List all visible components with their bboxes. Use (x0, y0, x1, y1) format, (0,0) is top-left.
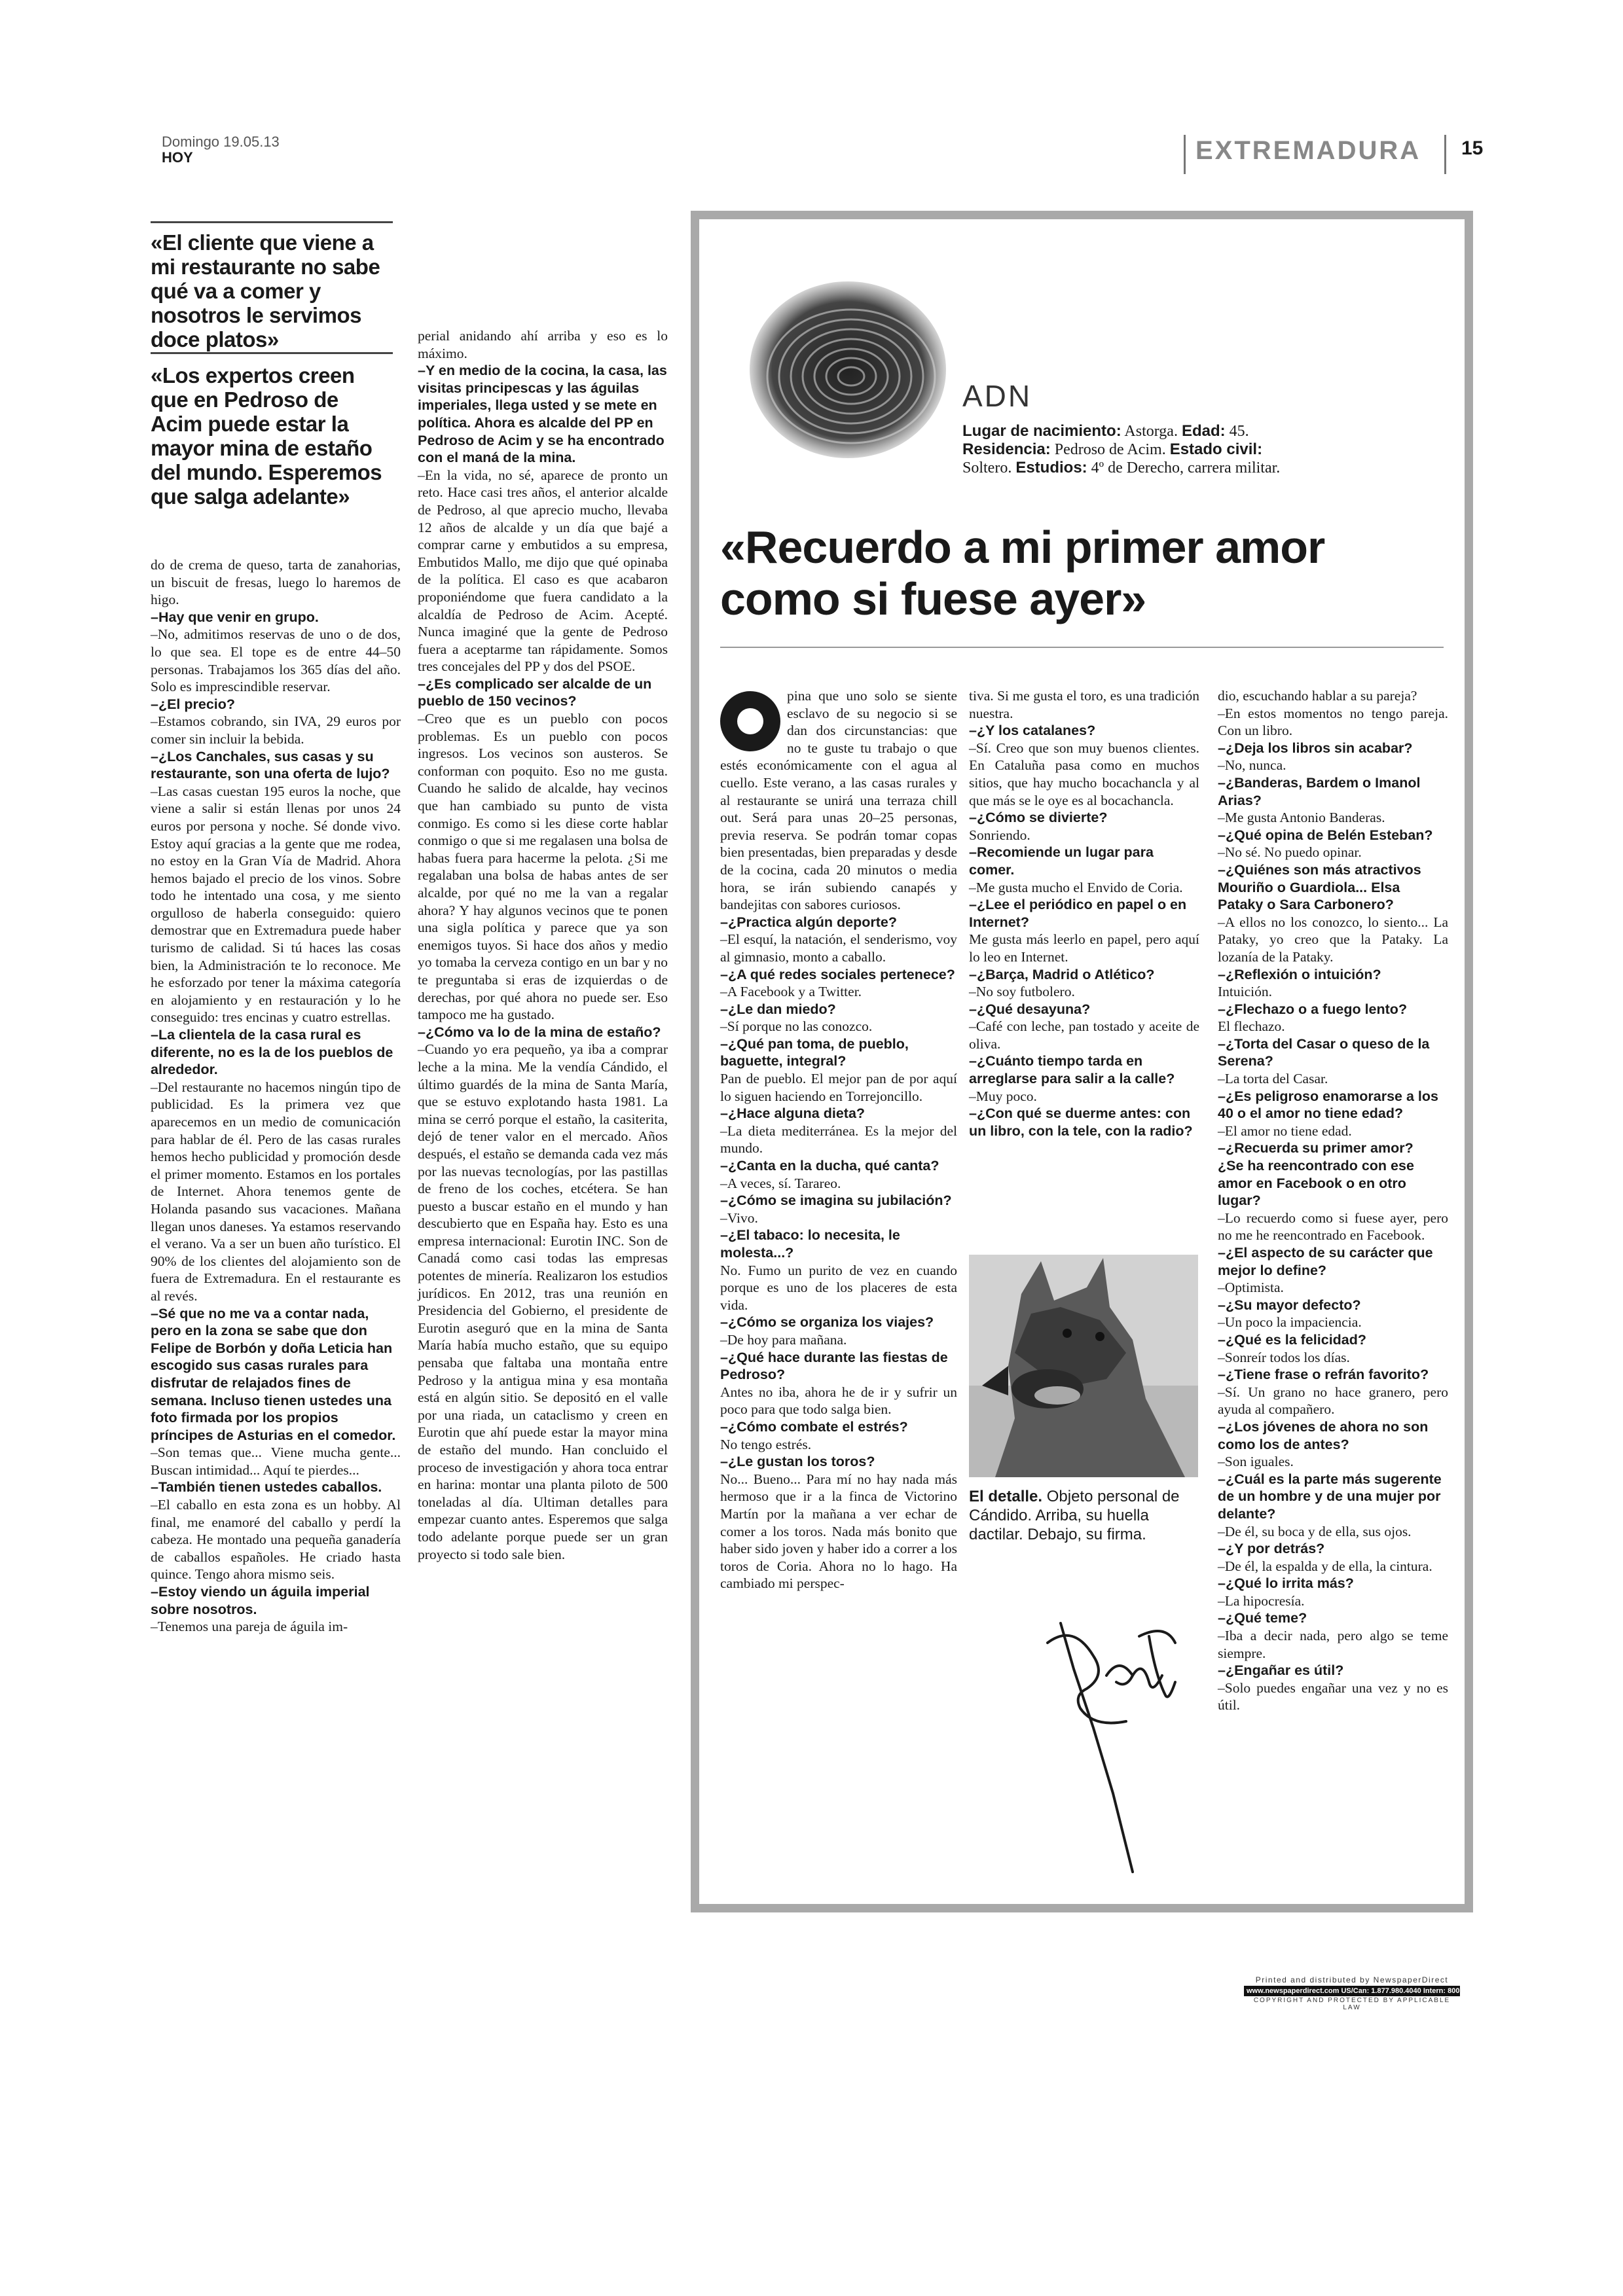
interview-question: –¿Cómo se divierte? (969, 810, 1108, 826)
interview-answer: Sonriendo. (969, 827, 1030, 843)
header-divider-2 (1444, 135, 1446, 174)
interview-question: –¿Qué opina de Belén Esteban? (1218, 827, 1433, 843)
interview-question: –¿Flechazo o a fuego lento? (1218, 1001, 1408, 1017)
footer-distributor: Printed and distributed by NewspaperDirect (1255, 1975, 1449, 1984)
interview-answer: –Vivo. (720, 1210, 758, 1226)
dog-photo (969, 1255, 1198, 1477)
interview-question: –¿Torta del Casar o queso de la Serena? (1218, 1035, 1430, 1069)
pullquote-rule (151, 352, 393, 354)
interview-column-3 (1218, 687, 1448, 1714)
interview-question: –¿Recuerda su primer amor? (1218, 1140, 1413, 1157)
interview-answer: –Son temas que... Viene mucha gente... Buscan intimidad... Aquí te pierdes... (151, 1444, 401, 1478)
pull-quote-2: «Los expertos creen que en Pedroso de Acim puede estar la mayor mina de estaño del mundo. Esperemos que salga adelante» (151, 363, 382, 509)
value-studies: 4º de Derecho, carrera militar. (1091, 459, 1281, 476)
interview-answer: –Iba a decir nada, pero algo se teme siempre. (1218, 1628, 1448, 1661)
interview-question: –¿Es complicado ser alcalde de un pueblo de 150 vecinos? (418, 675, 652, 709)
interview-answer: perial anidando ahí arriba y eso es lo máximo. (418, 328, 668, 361)
interview-answer: Intuición. (1218, 984, 1272, 1000)
interview-question: –¿Los Canchales, sus casas y su restaurante, son una oferta de lujo? (151, 748, 390, 782)
interview-question: –¿Su mayor defecto? (1218, 1297, 1361, 1313)
interview-answer: –Lo recuerdo como si fuese ayer, pero no me he reencontrado en Facebook. (1218, 1210, 1448, 1244)
interview-answer: –En la vida, no sé, aparece de pronto un reto. Hace casi tres años, el anterior alcalde de Pedroso, al que aprecio mucho, llevaba 12 años de alcalde y un día que bajé a comprar carne y embutidos a su empresa, Embutidos Mallo, me dijo que qué opinaba de la política. El caso es que acabaron proponiéndome que fuera candidato a la alcaldía de Pedroso de Acim. Acepté. Nunca imaginé que la gente de Pedroso fuera a aceptarme tan rápidamente. Somos tres concejales del PP y dos del PSOE. (418, 467, 668, 675)
interview-answer: No... Bueno... Para mí no hay nada más hermoso que ir a la finca de Victorino Martín por la mañana a ver echar de comer a los toros. Nada más bonito que haber sido joven y haber ido a correr a los toros de Coria. Ahora no lo hago. Ha cambiado mi perspec- (720, 1471, 957, 1592)
interview-answer: –El caballo en esta zona es un hobby. Al final, me enamoré del caballo y perdí la cabeza. He montado una pequeña ganadería de caballos españoles. He criado hasta quince. Tengo ahora mismo seis. (151, 1497, 401, 1583)
interview-question: –¿Cómo se organiza los viajes? (720, 1314, 934, 1331)
interview-answer: –Del restaurante no hacemos ningún tipo de publicidad. Es la primera vez que aparecemos en un medio de comunicación para hablar de él. Pero de las casas rurales hemos hecho publicidad y promoción desde el primer momento. Estamos en los portales de Internet. Ahora tenemos gente de Holanda pasando sus vacaciones. Mañana llegan unos daneses. Ya estamos reservando el verano. Va a ser un buen año turístico. El 90% de los clientes del alojamiento son de fuera de Extremadura. En el restaurante es al revés. (151, 1079, 401, 1304)
interview-answer: –Optimista. (1218, 1280, 1284, 1296)
interview-answer: –Son iguales. (1218, 1454, 1294, 1470)
interview-question: –¿Deja los libros sin acabar? (1218, 740, 1413, 756)
interview-question: –¿Y por detrás? (1218, 1541, 1325, 1557)
handwritten-signature (1034, 1597, 1178, 1878)
interview-answer: –No sé. No puedo opinar. (1218, 844, 1362, 861)
article-column-2 (418, 327, 668, 1563)
interview-question: –¿Tiene frase o refrán favorito? (1218, 1367, 1429, 1383)
interview-question: –¿Y los catalanes? (969, 723, 1096, 739)
interview-question: –¿Qué hace durante las fiestas de Pedroso? (720, 1349, 948, 1383)
headline-rule (720, 647, 1444, 648)
interview-answer: –El amor no tiene edad. (1218, 1122, 1352, 1139)
interview-question: –¿Qué desayuna? (969, 1001, 1091, 1017)
interview-answer: Antes no iba, ahora he de ir y sufrir un poco para que todo salga bien. (720, 1384, 957, 1418)
interview-answer: –Las casas cuestan 195 euros la noche, que viene a salir si están llenas por unos 24 euros por persona y noche. Sé donde vivo. Estoy aquí gracias a la gente que me rodea, no estoy en la Gran Vía de Madrid. Ahora hemos bajado el precio de los vinos. Sobre todo he intentado una cosa, y me siento orgulloso de haberla conseguido: quiero demostrar que en Extremadura puede haber turismo de calidad. Si tú haces las cosas bien, la Administración te lo reconoce. Me he esforzado por tener la máxima categoría en alojamiento y en restauración y lo he conseguido: tres encinas y cuatro estrellas. (151, 783, 401, 1026)
label-studies: Estudios: (1015, 459, 1087, 476)
interview-answer: –Sí. Un grano no hace granero, pero ayuda al compañero. (1218, 1384, 1448, 1418)
interview-answer: –Muy poco. (969, 1088, 1037, 1104)
issue-info (162, 134, 280, 166)
interview-question: –¿A qué redes sociales pertenece? (720, 966, 955, 982)
interview-question: –¿Cómo va lo de la mina de estaño? (418, 1024, 661, 1040)
interview-answer: –Cuando yo era pequeño, ya iba a comprar leche a la mina. Me la vendía Cándido, el último guardés de la mina de Santa María, que se estuvo explotando hasta 1981. La mina se cerró porque el estaño, la casiterita, dejó de tener valor en el mercado. Años después, el estaño se demanda cada vez más por las nuevas tecnologías, por las pastillas de freno de los coches, etcétera. Se han puesto a buscar estaño en el mundo y han descubierto que en España hay. Esto es una empresa internacional: Eurotin INC. Son de Canadá como casi todas las empresas potentes de minería. Realizaron los estudios jurídicos. En 2012, tras una reunión en Presidencia del Gobierno, el presidente de Eurotin aseguró que en la mina de Santa María había mucho estaño, que su equipo pensaba que faltaba una montaña entre Pedroso y la antigua mina y esa montaña está en algún sitio. Se depositó en el valle por una riada, un cataclismo y creen en Eurotin que ahí puede estar la mayor mina de estaño del mundo. Han concluido el proceso de investigación y ahora toca entrar en harina: montar una planta piloto de 500 toneladas al día. Ultiman detalles para empezar cuanto antes. Esperemos que salga todo adelante porque puede ser un gran proyecto si todo sale bien. (418, 1041, 668, 1562)
interview-answer: –La torta del Casar. (1218, 1071, 1328, 1087)
headline: «Recuerdo a mi primer amor como si fuese ayer» (720, 522, 1325, 624)
interview-answer: –Me gusta Antonio Banderas. (1218, 810, 1385, 826)
interview-question: –Sé que no me va a contar nada, pero en la zona se sabe que don Felipe de Borbón y doña Leticia han escogido sus casas rurales para disfrutar de relajados fines de semana. Incluso tienen ustedes una foto firmada por los propios príncipes de Asturias en el comedor. (151, 1305, 396, 1443)
interview-question: –¿Qué teme? (1218, 1610, 1307, 1626)
signature-image (1034, 1597, 1178, 1878)
interview-answer: –A Facebook y a Twitter. (720, 984, 862, 1000)
interview-answer: No. Fumo un purito de vez en cuando porque es uno de los placeres de esta vida. (720, 1262, 957, 1313)
interview-question: –¿Le dan miedo? (720, 1001, 836, 1017)
interview-question: –También tienen ustedes caballos. (151, 1479, 382, 1496)
label-civil-status: Estado civil: (1169, 440, 1263, 458)
publication-name: HOY (162, 149, 193, 166)
interview-question: ¿Se ha reencontrado con ese amor en Facebook o en otro lugar? (1218, 1158, 1414, 1209)
interview-question: –¿Engañar es útil? (1218, 1662, 1344, 1679)
issue-date: Domingo 19.05.13 (162, 134, 280, 150)
footer-contact: www.newspaperdirect.com US/Can: 1.877.980.4040 Intern: 800.6364.6364 (1244, 1986, 1460, 1996)
interview-question: –¿Cuánto tiempo tarda en arreglarse para salir a la calle? (969, 1053, 1175, 1087)
interview-question: –Hay que venir en grupo. (151, 609, 319, 625)
interview-answer: dio, escuchando hablar a su pareja? (1218, 688, 1417, 704)
adn-title: ADN (962, 379, 1032, 413)
interview-question: –¿Cómo se imagina su jubilación? (720, 1193, 952, 1209)
interview-question: –¿Cuál es la parte más sugerente de un hombre y de una mujer por delante? (1218, 1471, 1442, 1522)
interview-question: –¿Qué es la felicidad? (1218, 1331, 1367, 1348)
interview-question: –¿Practica algún deporte? (720, 914, 898, 930)
label-age: Edad: (1181, 422, 1226, 440)
interview-column-1 (720, 687, 957, 1592)
dropcap-o (720, 691, 780, 751)
interview-answer: –A veces, sí. Tarareo. (720, 1175, 841, 1191)
interview-question: –¿Barça, Madrid o Atlético? (969, 966, 1155, 982)
interview-answer: –Tenemos una pareja de águila im- (151, 1619, 348, 1635)
interview-question: –¿Reflexión o intuición? (1218, 966, 1381, 982)
caption-text: Objeto personal de Cándido. Arriba, su huella dactilar. Debajo, su firma. (969, 1488, 1180, 1543)
interview-question: –¿Qué pan toma, de pueblo, baguette, integral? (720, 1035, 909, 1069)
interview-answer: –Sí porque no las conozco. (720, 1018, 873, 1035)
pull-quote-1: «El cliente que viene a mi restaurante no sabe qué va a comer y nosotros le servimos doce platos» (151, 230, 380, 351)
interview-question: –¿Es peligroso enamorarse a los 40 o el amor no tiene edad? (1218, 1088, 1438, 1122)
interview-answer: –Estamos cobrando, sin IVA, 29 euros por comer sin incluir la bebida. (151, 713, 401, 747)
interview-question: –Recomiende un lugar para comer. (969, 844, 1154, 878)
interview-answer: –No, nunca. (1218, 757, 1286, 774)
section-title: EXTREMADURA (1195, 136, 1421, 165)
interview-question: –La clientela de la casa rural es diferente, no es la de los pueblos de alrededor. (151, 1027, 393, 1078)
interview-question: –¿Lee el periódico en papel o en Internet? (969, 897, 1187, 930)
interview-question: –¿Los jóvenes de ahora no son como los de antes? (1218, 1418, 1429, 1452)
interview-answer: tiva. Si me gusta el toro, es una tradición nuestra. (969, 688, 1199, 721)
interview-question: –¿Quiénes son más atractivos Mouriño o Guardiola... Elsa Pataky o Sara Carbonero? (1218, 861, 1421, 913)
interview-question: –¿Hace alguna dieta? (720, 1105, 866, 1122)
article-column-1 (151, 556, 401, 1636)
header-divider (1184, 135, 1186, 174)
interview-answer: –No soy futbolero. (969, 984, 1075, 1000)
interview-answer: –Un poco la impaciencia. (1218, 1314, 1362, 1331)
photo-caption (969, 1487, 1201, 1544)
interview-question: –¿Qué lo irrita más? (1218, 1575, 1354, 1592)
interview-answer: –El esquí, la natación, el senderismo, voy al gimnasio, monto a caballo. (720, 931, 957, 965)
interview-question: –¿El precio? (151, 696, 236, 712)
interview-answer: –En estos momentos no tengo pareja. Con un libro. (1218, 705, 1448, 739)
caption-label: El detalle. (969, 1488, 1043, 1505)
interview-question: –Estoy viendo un águila imperial sobre nosotros. (151, 1584, 370, 1617)
interview-question: –¿Le gustan los toros? (720, 1454, 875, 1470)
interview-answer: –Café con leche, pan tostado y aceite de oliva. (969, 1018, 1199, 1052)
interview-answer: –A ellos no los conozco, lo siento... La Pataky, yo creo que la Pataky. La lozanía de la Pataky. (1218, 914, 1448, 965)
adn-profile (962, 422, 1355, 477)
value-birthplace: Astorga. (1124, 423, 1178, 440)
interview-qa-list-1 (720, 914, 957, 1592)
value-residence: Pedroso de Acim. (1054, 441, 1166, 458)
interview-column-2 (969, 687, 1199, 1139)
interview-question: –Y en medio de la cocina, la casa, las visitas principescas y las águilas imperiales, llega usted y se mete en política. Ahora es alcalde del PP en Pedroso de Acim y se ha encontrado con el maná de la mina. (418, 363, 667, 466)
interview-answer: –De hoy para mañana. (720, 1331, 847, 1348)
interview-question: –¿Cómo combate el estrés? (720, 1418, 908, 1435)
fingerprint-image (740, 272, 956, 468)
page-number: 15 (1461, 137, 1484, 159)
interview-answer: –Me gusta mucho el Envido de Coria. (969, 879, 1183, 895)
label-residence: Residencia: (962, 440, 1051, 458)
interview-answer: –Sí. Creo que son muy buenos clientes. En Cataluña pasa como en muchos sitios, que hay mucho bocachancla y al que más se le oye es al bocachancla. (969, 740, 1199, 808)
lead-paragraph: pina que uno solo se siente esclavo de su negocio si se dan dos circunstancias: que no te guste tu trabajo o que estés económicamente con el agua al cuello. Este verano, a las casas rurales y al restaurante se unirá una terraza chill out. Será para unas 20–25 personas, previa reserva. Se podrán tomar copas bien presentadas, bien preparadas y desde de la cocina, cada 20 minutos o media hora, se irán subiendo canapés y bandejitas con sabores curiosos. (720, 688, 957, 913)
interview-answer: –De él, su boca y de ella, sus ojos. (1218, 1523, 1412, 1539)
interview-answer: Pan de pueblo. El mejor pan de por aquí lo siguen haciendo en Torrejoncillo. (720, 1071, 957, 1104)
interview-answer: No tengo estrés. (720, 1436, 812, 1452)
interview-answer: –No, admitimos reservas de uno o de dos, lo que sea. El tope es de entre 44–50 personas. Trabajamos los 365 días del año. Solo es imprescindible reservar. (151, 626, 401, 695)
pullquote-rule (151, 221, 393, 223)
distribution-footer (1244, 1975, 1496, 2011)
interview-answer: –La hipocresía. (1218, 1592, 1305, 1609)
footer-copyright: COPYRIGHT AND PROTECTED BY APPLICABLE LAW (1253, 1997, 1451, 2011)
interview-answer: –Sonreír todos los días. (1218, 1349, 1350, 1365)
value-civil-status: Soltero. (962, 459, 1012, 476)
interview-question: –¿Banderas, Bardem o Imanol Arias? (1218, 774, 1421, 808)
value-age: 45. (1229, 423, 1249, 440)
interview-question: –¿El aspecto de su carácter que mejor lo define? (1218, 1245, 1433, 1278)
label-birthplace: Lugar de nacimiento: (962, 422, 1122, 440)
interview-question: –¿Con qué se duerme antes: con un libro, con la tele, con la radio? (969, 1105, 1193, 1139)
interview-answer: –La dieta mediterránea. Es la mejor del mundo. (720, 1122, 957, 1157)
interview-answer: Me gusta más leerlo en papel, pero aquí lo leo en Internet. (969, 931, 1199, 965)
interview-question: –¿El tabaco: lo necesita, le molesta...? (720, 1227, 900, 1261)
interview-answer: –De él, la espalda y de ella, la cintura. (1218, 1558, 1432, 1574)
interview-answer: –Creo que es un pueblo con pocos problemas. Es un pueblo con pocos ingresos. Los vecinos son austeros. Se conforman con poquito. Eso no me gusta. Cuando he salido de alcalde, hay vecinos que han cambiado su punto de vista conmigo. Es como si les diese corte hablar conmigo o que si me regalasen una bolsa de habas fuera para hacerme la pelota. ¿Si me regalaban una bolsa de habas antes de ser alcalde, por qué no me la van a regalar ahora? Y hay algunos vecinos que te ponen una sigla política y parece que ya son enemigos tuyos. Si hace dos años y medio yo tomaba la cerveza contigo en un bar y no te preguntaba si eras de izquierdas o de derechas, por qué ahora no puede ser. Eso tampoco me ha gustado. (418, 711, 668, 1023)
interview-answer: El flechazo. (1218, 1018, 1285, 1035)
interview-answer: do de crema de queso, tarta de zanahorias, un biscuit de fresas, luego lo haremos de higo. (151, 557, 401, 608)
interview-answer: –Solo puedes engañar una vez y no es útil. (1218, 1679, 1448, 1713)
interview-question: –¿Canta en la ducha, qué canta? (720, 1158, 939, 1174)
